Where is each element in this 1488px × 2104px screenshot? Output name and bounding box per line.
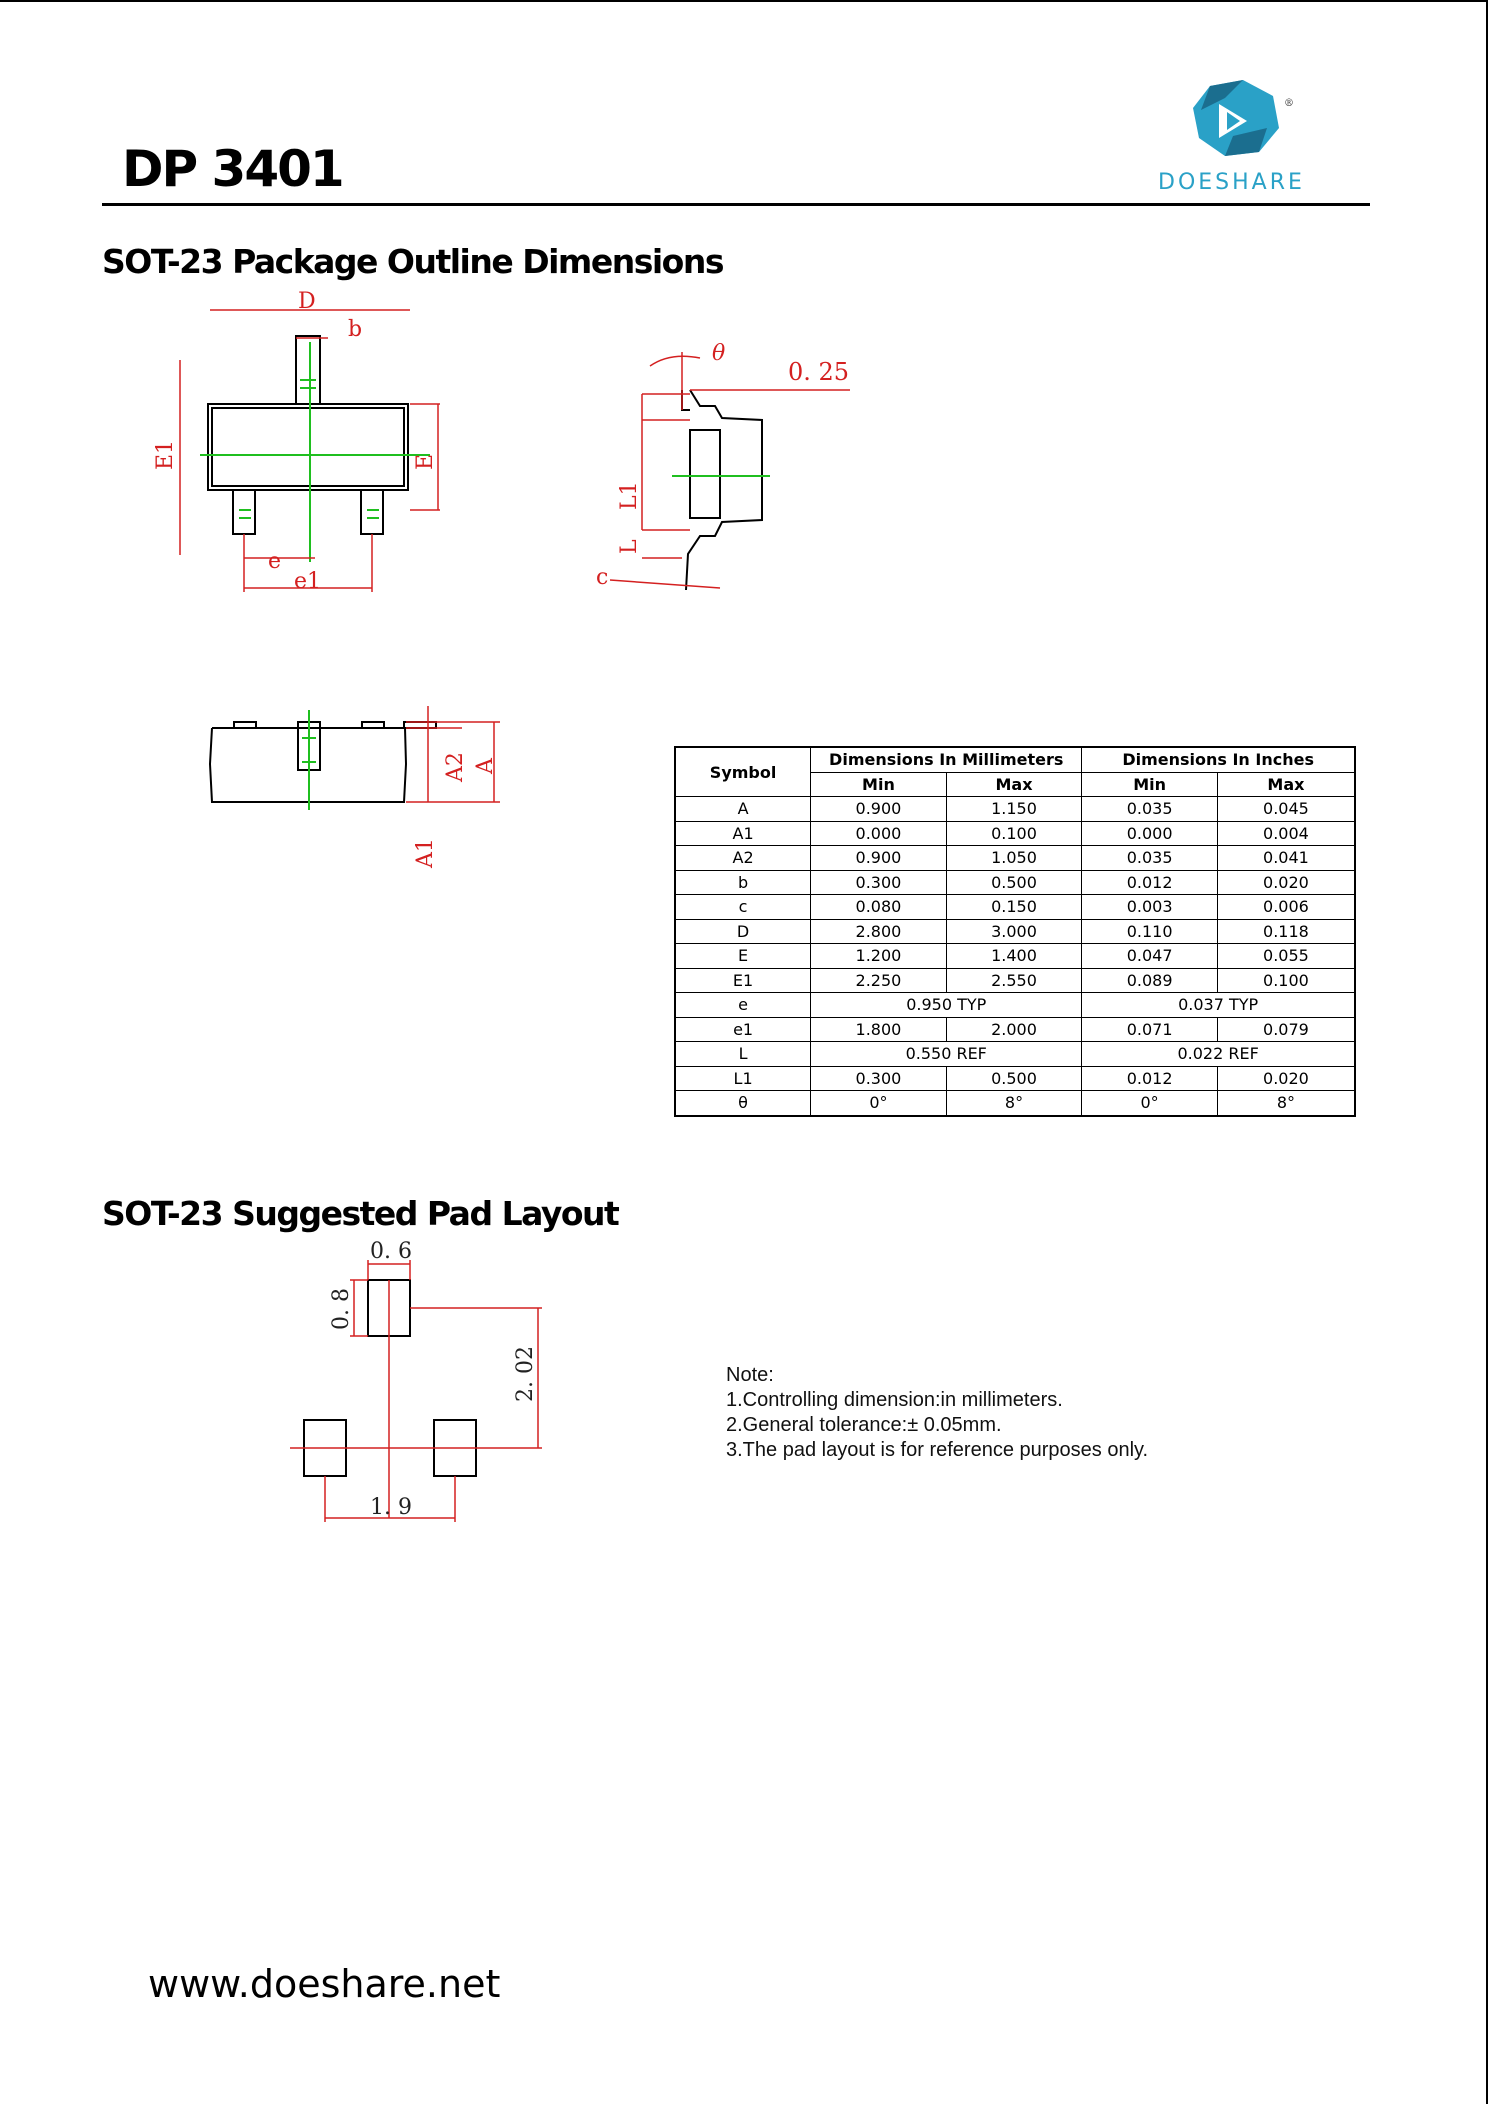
header-rule xyxy=(102,203,1370,206)
cell-mm-min: 0.300 xyxy=(811,870,947,895)
pad-section-title: SOT-23 Suggested Pad Layout xyxy=(102,1194,619,1233)
label-L1: L1 xyxy=(617,481,642,510)
cell-symbol: e xyxy=(675,993,811,1018)
label-A2: A2 xyxy=(443,752,468,782)
cell-in-max: 0.100 xyxy=(1217,968,1355,993)
cell-mm-max: 2.000 xyxy=(946,1017,1082,1042)
footer-url[interactable]: www.doeshare.net xyxy=(148,1962,501,2006)
cell-mm-min: 0° xyxy=(811,1091,947,1116)
table-row xyxy=(675,1042,1355,1067)
cell-mm-min: 0.000 xyxy=(811,821,947,846)
cell-mm-max: 0.500 xyxy=(946,1066,1082,1091)
cell-in-max: 0.020 xyxy=(1217,870,1355,895)
cell-mm-max: 2.550 xyxy=(946,968,1082,993)
cell-in-min: 0.012 xyxy=(1082,870,1218,895)
cell-in-max: 0.118 xyxy=(1217,919,1355,944)
registered-mark: ® xyxy=(1284,98,1294,109)
cell-symbol: A1 xyxy=(675,821,811,846)
label-A: A xyxy=(473,758,498,774)
table-row xyxy=(675,993,1355,1018)
cell-symbol: e1 xyxy=(675,1017,811,1042)
pad-height-label: 0. 8 xyxy=(329,1288,354,1330)
pad-pitch-vertical-label: 2. 02 xyxy=(513,1346,538,1402)
cell-in-max: 0.045 xyxy=(1217,797,1355,822)
cell-symbol: L xyxy=(675,1042,811,1067)
cell-in-min: 0.012 xyxy=(1082,1066,1218,1091)
note-item: 1.Controlling dimension:in millimeters. xyxy=(726,1389,1063,1411)
header-mm: Dimensions In Millimeters xyxy=(811,747,1082,772)
table-row xyxy=(675,870,1355,895)
side-view-drawing xyxy=(590,330,880,600)
cell-symbol: b xyxy=(675,870,811,895)
cell-in-min: 0.035 xyxy=(1082,846,1218,871)
note-item: 3.The pad layout is for reference purposes only. xyxy=(726,1439,1149,1461)
outline-section-title: SOT-23 Package Outline Dimensions xyxy=(102,242,723,281)
cell-mm-typ: 0.550 REF xyxy=(811,1042,1082,1067)
cell-symbol: c xyxy=(675,895,811,920)
page-border-top xyxy=(0,0,1488,2)
cell-mm-min: 0.080 xyxy=(811,895,947,920)
header-in: Dimensions In Inches xyxy=(1082,747,1355,772)
cell-mm-max: 3.000 xyxy=(946,919,1082,944)
top-view-drawing xyxy=(140,280,460,600)
label-L: L xyxy=(617,539,642,554)
label-c: c xyxy=(596,565,609,590)
table-row xyxy=(675,821,1355,846)
table-row xyxy=(675,1091,1355,1116)
pad-width-label: 0. 6 xyxy=(370,1239,412,1264)
table-row xyxy=(675,846,1355,871)
table-row xyxy=(675,797,1355,822)
cell-mm-typ: 0.950 TYP xyxy=(811,993,1082,1018)
cell-mm-max: 1.050 xyxy=(946,846,1082,871)
label-b: b xyxy=(348,317,363,342)
cell-symbol: E xyxy=(675,944,811,969)
cell-mm-min: 0.300 xyxy=(811,1066,947,1091)
label-D: D xyxy=(298,289,316,314)
cell-symbol: A xyxy=(675,797,811,822)
label-e: e xyxy=(268,549,282,574)
cell-mm-max: 1.400 xyxy=(946,944,1082,969)
cell-in-typ: 0.022 REF xyxy=(1082,1042,1355,1067)
cell-in-min: 0.035 xyxy=(1082,797,1218,822)
cell-mm-min: 2.250 xyxy=(811,968,947,993)
cell-in-min: 0.110 xyxy=(1082,919,1218,944)
cell-mm-min: 1.200 xyxy=(811,944,947,969)
cell-mm-max: 8° xyxy=(946,1091,1082,1116)
note-heading: Note: xyxy=(726,1364,774,1386)
cell-mm-max: 0.500 xyxy=(946,870,1082,895)
cell-mm-max: 0.150 xyxy=(946,895,1082,920)
label-E1: E1 xyxy=(153,439,178,470)
table-row xyxy=(675,919,1355,944)
cell-in-min: 0.089 xyxy=(1082,968,1218,993)
cell-mm-min: 1.800 xyxy=(811,1017,947,1042)
cell-in-max: 0.006 xyxy=(1217,895,1355,920)
cell-mm-min: 0.900 xyxy=(811,797,947,822)
table-row xyxy=(675,968,1355,993)
front-view-drawing xyxy=(200,700,520,880)
label-theta: θ xyxy=(712,341,726,366)
cell-in-min: 0.047 xyxy=(1082,944,1218,969)
cell-symbol: E1 xyxy=(675,968,811,993)
page-title: DP 3401 xyxy=(122,140,343,198)
table-row xyxy=(675,1017,1355,1042)
label-E: E xyxy=(413,453,438,470)
cell-in-max: 0.055 xyxy=(1217,944,1355,969)
header-mm-min: Min xyxy=(811,772,947,797)
cell-in-min: 0° xyxy=(1082,1091,1218,1116)
cell-in-max: 8° xyxy=(1217,1091,1355,1116)
header-in-max: Max xyxy=(1217,772,1355,797)
pad-pitch-horizontal-label: 1. 9 xyxy=(370,1495,412,1520)
label-025: 0. 25 xyxy=(788,358,850,386)
cell-in-max: 0.041 xyxy=(1217,846,1355,871)
table-row xyxy=(675,944,1355,969)
cell-mm-min: 0.900 xyxy=(811,846,947,871)
notes-block xyxy=(726,1363,1148,1463)
cell-mm-max: 1.150 xyxy=(946,797,1082,822)
cell-in-max: 0.004 xyxy=(1217,821,1355,846)
header-in-min: Min xyxy=(1082,772,1218,797)
label-e1: e1 xyxy=(294,569,322,594)
note-item: 2.General tolerance:± 0.05mm. xyxy=(726,1414,1002,1436)
cell-in-min: 0.000 xyxy=(1082,821,1218,846)
label-A1: A1 xyxy=(413,838,438,868)
cell-in-max: 0.020 xyxy=(1217,1066,1355,1091)
cell-symbol: θ xyxy=(675,1091,811,1116)
header-mm-max: Max xyxy=(946,772,1082,797)
pad-layout-drawing xyxy=(280,1236,580,1526)
cell-symbol: A2 xyxy=(675,846,811,871)
cell-symbol: D xyxy=(675,919,811,944)
cell-in-typ: 0.037 TYP xyxy=(1082,993,1355,1018)
cell-in-min: 0.003 xyxy=(1082,895,1218,920)
cell-in-max: 0.079 xyxy=(1217,1017,1355,1042)
dimensions-table xyxy=(674,746,1356,1117)
logo-text: DOESHARE xyxy=(1158,170,1305,195)
table-row xyxy=(675,1066,1355,1091)
header-symbol: Symbol xyxy=(675,747,811,797)
cell-mm-min: 2.800 xyxy=(811,919,947,944)
cell-in-min: 0.071 xyxy=(1082,1017,1218,1042)
cell-mm-max: 0.100 xyxy=(946,821,1082,846)
cell-symbol: L1 xyxy=(675,1066,811,1091)
table-row xyxy=(675,895,1355,920)
